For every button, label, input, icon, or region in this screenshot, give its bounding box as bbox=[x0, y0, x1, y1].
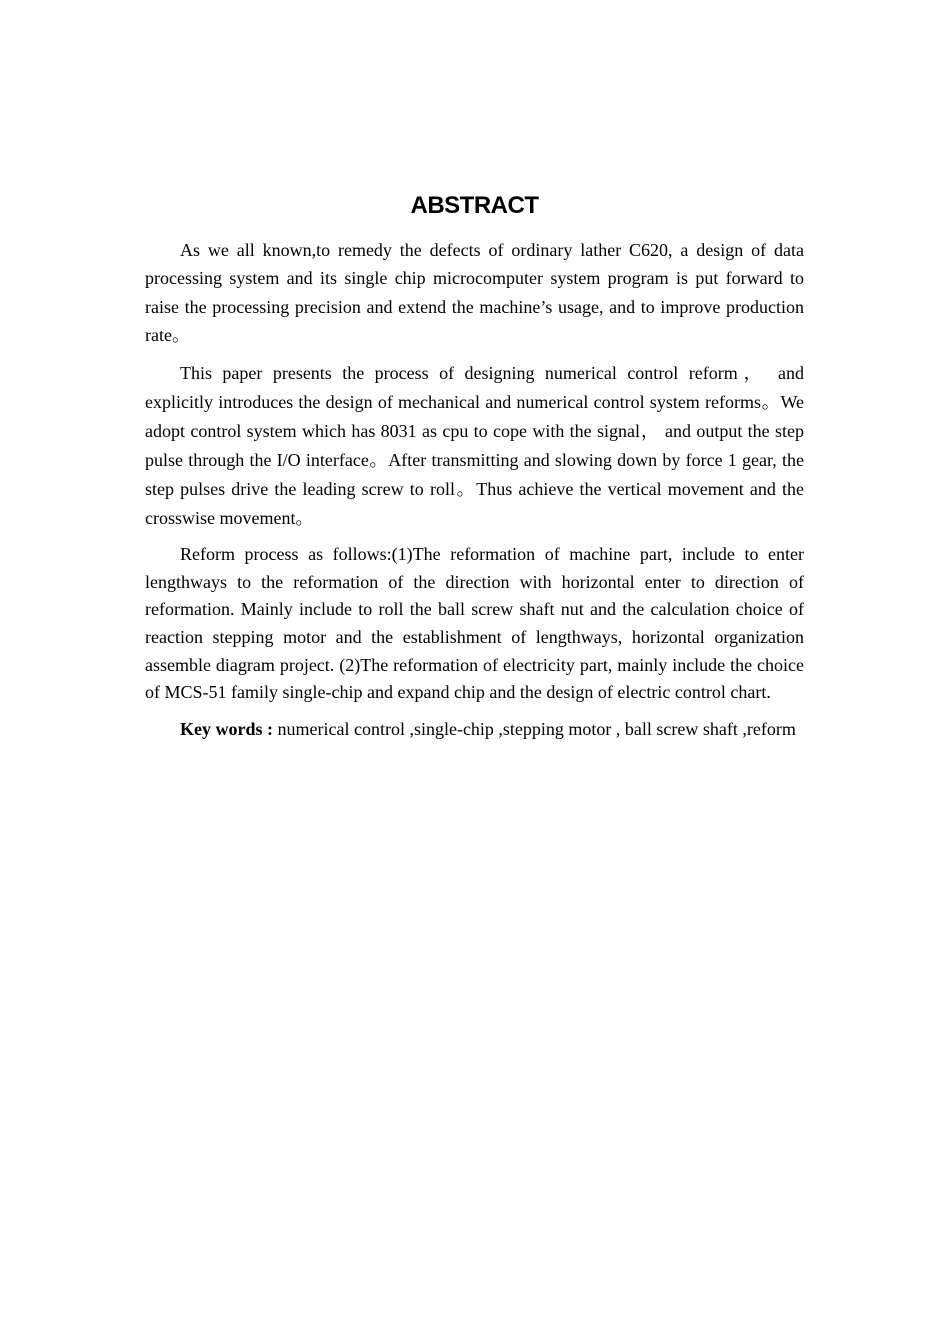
abstract-title: ABSTRACT bbox=[410, 192, 539, 219]
abstract-paragraph-2: This paper presents the process of designing numerical control reform， and explicitly introduces the design of mechanical and numerical control system reforms。We adopt control system which has 8031 as cpu to cope with the signal， and output the step pulse through the I/O interface。After transmitting and slowing down by force 1 gear, the step pulses drive the leading screw to roll。Thus achieve the vertical movement and the crosswise movement。 bbox=[145, 363, 804, 529]
keywords-paragraph bbox=[145, 716, 804, 744]
keywords-label: Key words : bbox=[180, 718, 273, 739]
abstract-paragraph-1: As we all known,to remedy the defects of ordinary lather C620, a design of data processing system and its single chip microcomputer system program is put forward to raise the processing precision and extend the machine’s usage, and to improve production rate。 bbox=[145, 240, 804, 345]
abstract-page bbox=[145, 190, 804, 743]
keywords-text: numerical control ,single-chip ,stepping motor , ball screw shaft ,reform bbox=[273, 718, 796, 739]
abstract-paragraph-3: Reform process as follows:(1)The reformation of machine part, include to enter lengthways to the reformation of the direction with horizontal enter to direction of reformation. Mainly include to roll the ball screw shaft nut and the calculation choice of reaction stepping motor and the establishment of lengthways, horizontal organization assemble diagram project. (2)The reformation of electricity part, mainly include the choice of MCS-51 family single-chip and expand chip and the design of electric control chart. bbox=[145, 544, 804, 703]
